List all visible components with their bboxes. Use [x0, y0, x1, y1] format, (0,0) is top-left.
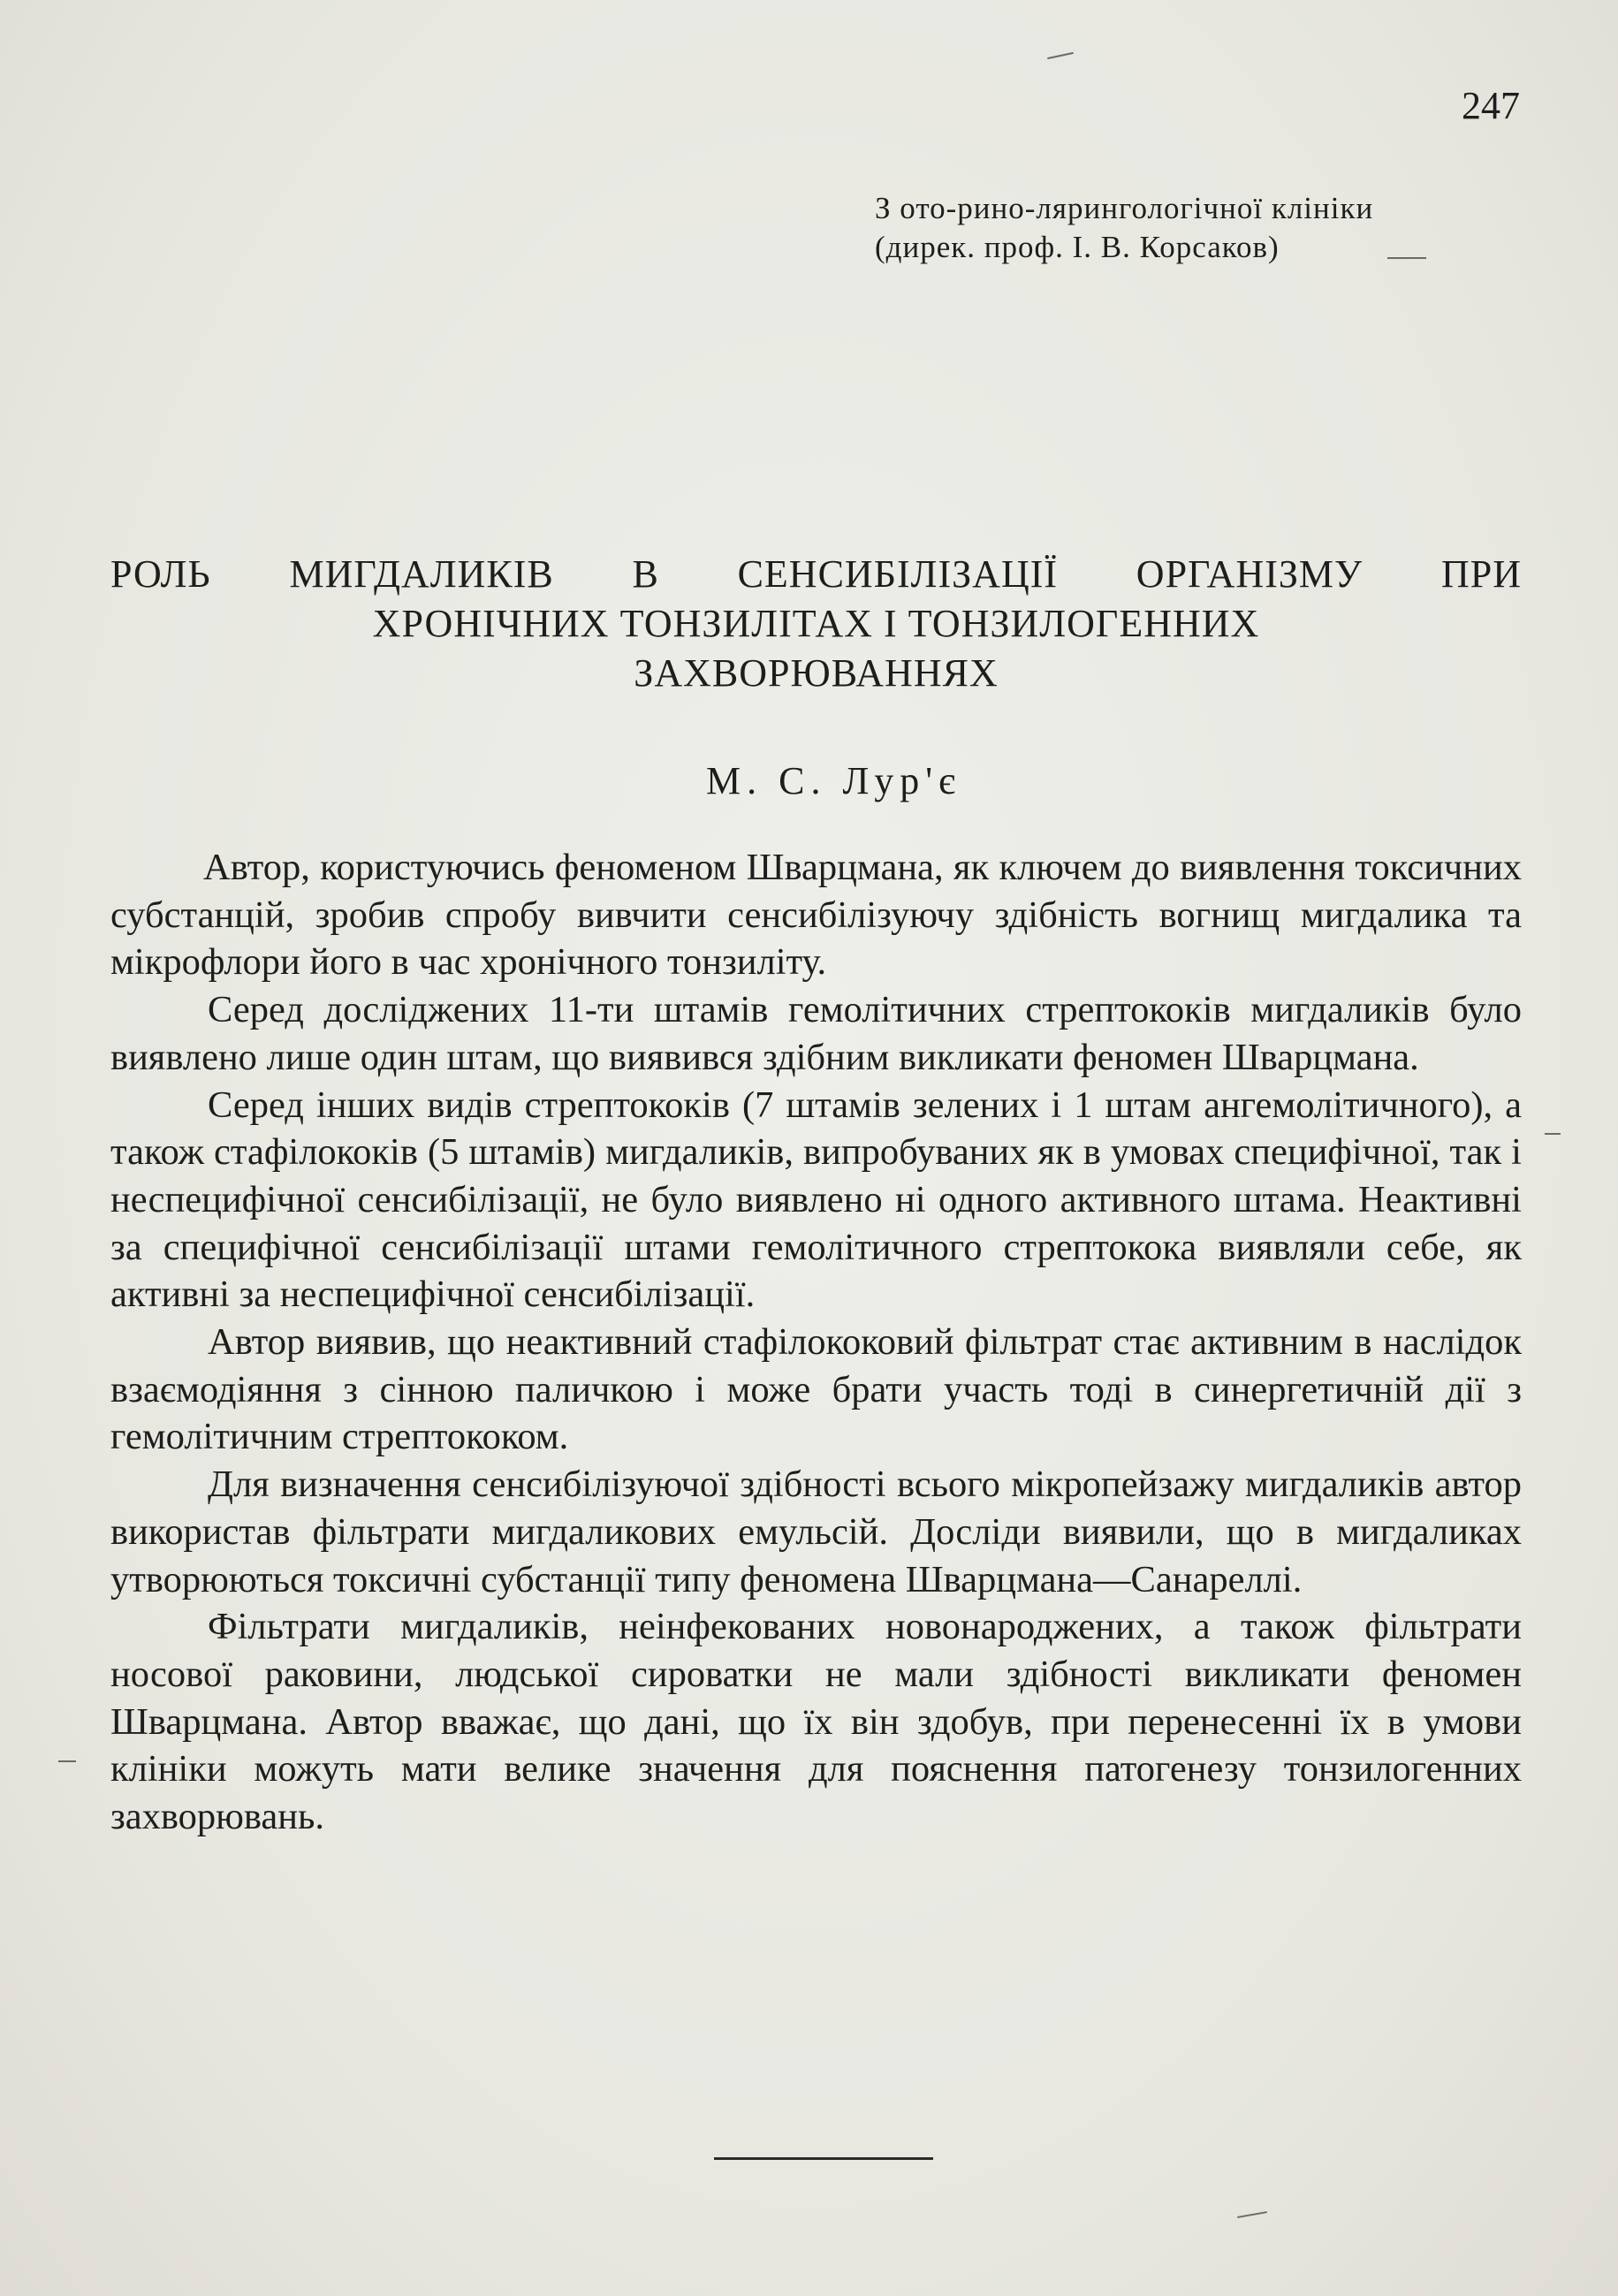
page-number: 247	[1462, 84, 1520, 127]
title-line-3: ЗАХВОРЮВАННЯХ	[634, 651, 999, 695]
article-title	[110, 550, 1522, 698]
affiliation-clinic: З ото-рино-лярингологічної клініки	[875, 191, 1374, 225]
author-name: М. С. Лур'є	[705, 759, 962, 802]
title-line-2: ХРОНІЧНИХ ТОНЗИЛІТАХ І ТОНЗИЛОГЕННИХ	[372, 602, 1260, 645]
article-body	[110, 844, 1522, 1841]
title-line-1: РОЛЬ МИГДАЛИКІВ В СЕНСИБІЛІЗАЦІЇ ОРГАНІЗМУ ПРИ	[110, 552, 1522, 596]
affiliation-director: (дирек. проф. І. В. Корсаков)	[875, 230, 1280, 264]
paragraph-4: Автор виявив, що неактивний стафілококовий фільтрат стає активним в наслідок взаємодіяння з сінною паличкою і може брати участь тоді в синергетичній дії з гемолітичним стрептококом.	[110, 1321, 1522, 1458]
paragraph-2: Серед досліджених 11-ти штамів гемолітичних стрептококів мигдаликів було виявлено лише один штам, що виявився здібним викликати феномен Шварцмана.	[110, 989, 1522, 1078]
paper-speck	[1047, 52, 1074, 59]
paper-speck	[1387, 257, 1426, 259]
affiliation-block	[875, 189, 1529, 267]
end-rule	[714, 2157, 933, 2160]
paragraph-1: Автор, користуючись феноменом Шварцмана, як ключем до виявлення токсичних субстанцій, зробив спробу вивчити сенсибілізуючу здібність вогнищ мигдалика та мікрофлори його в час хронічного тонзиліту.	[110, 847, 1522, 984]
paper-speck	[1545, 1133, 1561, 1135]
paper-speck	[58, 1760, 76, 1762]
paper-speck	[1237, 2211, 1267, 2218]
paragraph-5: Для визначення сенсибілізуючої здібності всього мікропейзажу мигдаликів автор використав фільтрати мигдаликових емульсій. Досліди виявили, що в мигдаликах утворюються токсичні субстанції типу феномена Шварцмана—Санареллі.	[110, 1464, 1522, 1600]
paragraph-3: Серед інших видів стрептококів (7 штамів зелених і 1 штам ангемолітичного), а також стафілококів (5 штамів) мигдаликів, випробуваних як в умовах специфічної, так і неспецифічної сенсибілізації, не було виявлено ні одного активного штама. Неактивні за специфічної сенсибілізації штами гемолітичного стрептокока виявляли себе, як активні за неспецифічної сенсибілізації.	[110, 1083, 1522, 1316]
paragraph-6: Фільтрати мигдаликів, неінфекованих новонароджених, а також фільтрати носової раковини, людської сироватки не мали здібності викликати феномен Шварцмана. Автор вважає, що дані, що їх він здобув, при перенесенні їх в умови клініки можуть мати велике значення для пояснення патогенезу тонзилогенних захворювань.	[110, 1606, 1522, 1838]
